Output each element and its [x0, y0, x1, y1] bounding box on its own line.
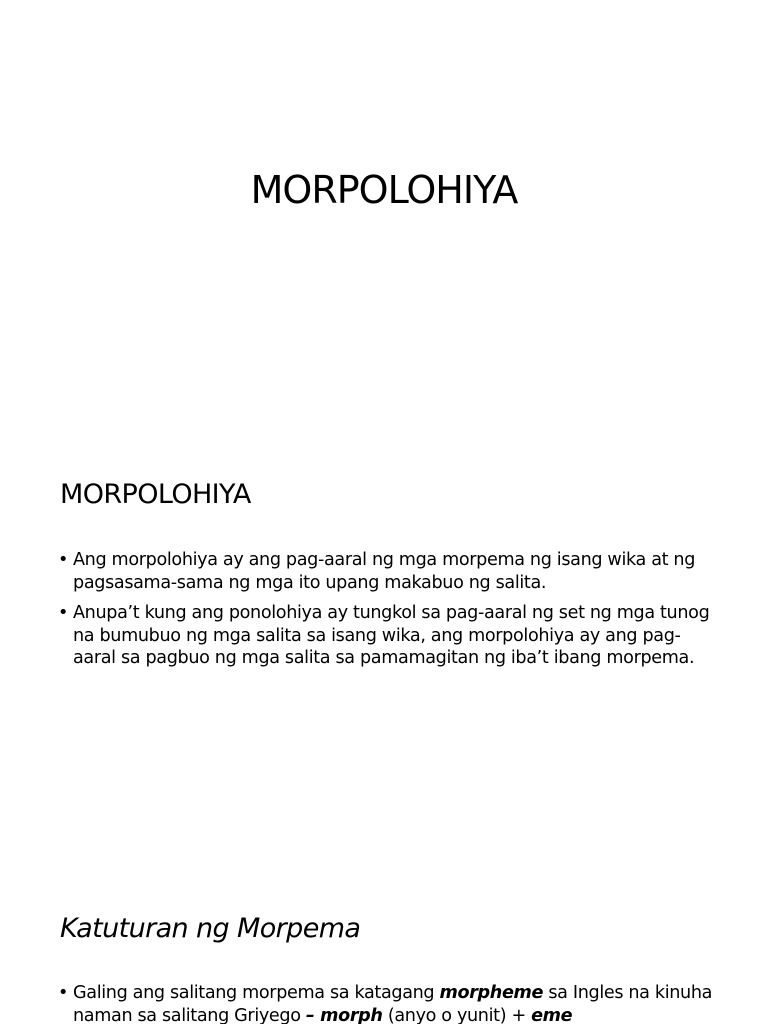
bullet-item: [58, 982, 718, 1024]
term-morph: – morph: [305, 1005, 383, 1024]
bullet-text: sa Ingles na kinuha naman sa salitang Griyego: [73, 983, 713, 1024]
slide-heading: Katuturan ng Morpema: [60, 913, 361, 944]
term-eme: eme: [531, 1005, 573, 1024]
title-slide: [0, 0, 768, 432]
bullet-item: • Anupa’t kung ang ponolohiya ay tungkol sa pag-aaral ng set ng mga tunog na bumubuo ng mga salita sa isang wika, ang morpolohiya ay ang pag-aaral sa pagbuo ng mga salita sa pamamagitan ng iba’t ibang morpema.: [58, 602, 718, 670]
definition-slide: [0, 432, 768, 864]
term-morpheme: morpheme: [439, 983, 544, 1003]
bullet-text: (anyo o yunit) +: [382, 1005, 532, 1024]
bullet-item: • Ang morpolohiya ay ang pag-aaral ng mga morpema ng isang wika at ng pagsasama-sama ng mga ito upang makabuo ng salita.: [58, 549, 718, 594]
morpheme-definition-slide: [0, 864, 768, 1024]
bullet-list: [58, 982, 718, 1024]
slide-heading: MORPOLOHIYA: [60, 479, 251, 510]
bullet-list: [58, 549, 718, 678]
bullet-text: Galing ang salitang morpema sa katagang: [73, 983, 440, 1003]
presentation-title: MORPOLOHIYA: [250, 168, 518, 212]
